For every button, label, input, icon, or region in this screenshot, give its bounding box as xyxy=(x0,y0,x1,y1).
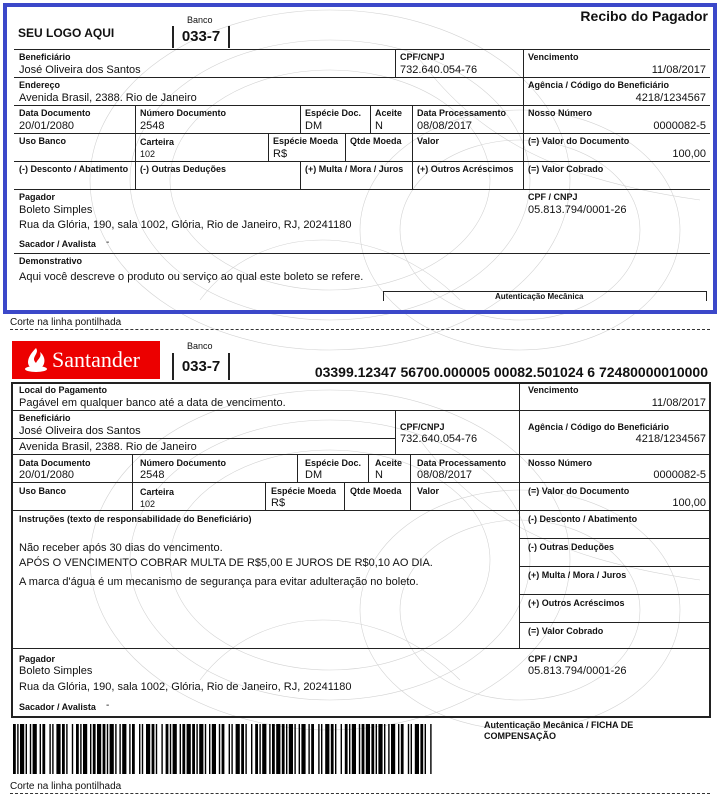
barcode-bar xyxy=(301,724,305,774)
barcode-bar xyxy=(229,724,230,774)
barcode-bar xyxy=(384,724,385,774)
doc-value-value: 100,00 xyxy=(672,148,706,160)
barcode-bar xyxy=(415,724,419,774)
barcode-bar xyxy=(245,724,246,774)
barcode-bar xyxy=(107,724,108,774)
other-additions-label: (+) Outros Acréscimos xyxy=(417,164,514,174)
slip-doc-date-value: 20/01/2080 xyxy=(19,469,75,481)
barcode-bar xyxy=(335,724,336,774)
barcode-bar xyxy=(391,724,395,774)
payer-name: Boleto Simples xyxy=(19,204,93,216)
barcode-bar xyxy=(166,724,169,774)
slip-wallet-label: Carteira xyxy=(140,487,175,497)
barcode-bar xyxy=(52,724,53,774)
barcode-bar xyxy=(20,724,24,774)
slip-charged-label: (=) Valor Cobrado xyxy=(528,626,604,636)
barcode-bar xyxy=(115,724,116,774)
value-label: Valor xyxy=(417,136,440,146)
slip-currency-label: Espécie Moeda xyxy=(271,486,337,496)
barcode-bar xyxy=(308,724,309,774)
barcode-bar xyxy=(376,724,377,774)
slip-value-label: Valor xyxy=(417,486,440,496)
barcode-bar xyxy=(259,724,260,774)
slip-drawer-value: - xyxy=(106,700,110,711)
barcode-bar xyxy=(331,724,334,774)
slip-doc-date-label: Data Documento xyxy=(19,458,91,468)
cut-line xyxy=(10,793,710,794)
barcode-bar xyxy=(222,724,225,774)
payer-label: Pagador xyxy=(19,192,56,202)
barcode-bar xyxy=(139,724,140,774)
process-date-label: Data Processamento xyxy=(417,108,507,118)
barcode-bar xyxy=(122,724,126,774)
barcode-bar xyxy=(272,724,275,774)
barcode xyxy=(13,724,433,774)
barcode-bar xyxy=(170,724,171,774)
barcode-bar xyxy=(289,724,293,774)
slip-process-date-value: 08/08/2017 xyxy=(417,469,473,481)
slip-accept-label: Aceite xyxy=(375,458,403,468)
barcode-bar xyxy=(401,724,404,774)
slip-fine-label: (+) Multa / Mora / Juros xyxy=(528,570,627,580)
doc-date-value: 20/01/2080 xyxy=(19,120,75,132)
other-deductions-label: (-) Outras Deduções xyxy=(140,164,227,174)
barcode-bar xyxy=(236,724,240,774)
payment-place-label: Local do Pagamento xyxy=(19,385,108,395)
instruction-line: APÓS O VENCIMENTO COBRAR MULTA DE R$5,00 E JUROS DE R$0,10 AO DIA. xyxy=(19,557,433,569)
barcode-bar xyxy=(352,724,356,774)
slip-doc-number-label: Número Documento xyxy=(140,458,227,468)
wallet-value: 102 xyxy=(140,149,156,159)
doc-number-label: Número Documento xyxy=(140,108,227,118)
barcode-bar xyxy=(388,724,389,774)
barcode-bar xyxy=(90,724,91,774)
slip-other-additions-label: (+) Outros Acréscimos xyxy=(528,598,625,608)
cut-label: Corte na linha pontilhada xyxy=(10,781,122,792)
slip-beneficiary-label: Beneficiário xyxy=(19,413,71,423)
barcode-bar xyxy=(345,724,348,774)
slip-wallet-value: 102 xyxy=(140,499,156,509)
barcode-bar xyxy=(318,724,319,774)
barcode-bar xyxy=(311,724,314,774)
slip-process-date-label: Data Processamento xyxy=(417,458,507,468)
slip-bank-code: 033-7 xyxy=(172,353,230,380)
barcode-bar xyxy=(83,724,87,774)
cpf-value: 732.640.054-76 xyxy=(400,64,478,76)
barcode-bar xyxy=(241,724,244,774)
beneficiary-name: José Oliveira dos Santos xyxy=(19,64,141,76)
slip-bank-label: Banco xyxy=(187,341,213,351)
payer-doc-value: 05.813.794/0001-26 xyxy=(528,204,627,216)
slip-doc-type-value: DM xyxy=(305,469,323,481)
doc-date-label: Data Documento xyxy=(19,108,91,118)
slip-beneficiary-name: José Oliveira dos Santos xyxy=(19,425,141,437)
slip-payer-name: Boleto Simples xyxy=(19,665,93,677)
barcode-bar xyxy=(286,724,287,774)
slip-beneficiary-address: Avenida Brasil, 2388. Rio de Janeiro xyxy=(19,441,197,453)
barcode-bar xyxy=(97,724,101,774)
logo-placeholder: SEU LOGO AQUI xyxy=(18,26,115,40)
barcode-bar xyxy=(146,724,150,774)
slip-doc-value-label: (=) Valor do Documento xyxy=(528,486,630,496)
digitable-line: 03399.12347 56700.000005 00082.501024 6 72480000010000 xyxy=(314,364,708,380)
accept-label: Aceite xyxy=(375,108,403,118)
barcode-bar xyxy=(262,724,266,774)
cpf-label: CPF/CNPJ xyxy=(400,52,445,62)
slip-cpf-value: 732.640.054-76 xyxy=(400,433,478,445)
accept-value: N xyxy=(375,120,383,132)
santander-brand-text: Santander xyxy=(52,347,140,372)
barcode-bar xyxy=(26,724,27,774)
payer-doc-label: CPF / CNPJ xyxy=(528,192,578,202)
barcode-bar xyxy=(182,724,185,774)
slip-payer-doc-value: 05.813.794/0001-26 xyxy=(528,665,627,677)
barcode-bar xyxy=(17,724,18,774)
barcode-bar xyxy=(56,724,60,774)
bank-code: 033-7 xyxy=(172,26,230,48)
barcode-bar xyxy=(192,724,195,774)
slip-doc-type-label: Espécie Doc. xyxy=(305,458,362,468)
barcode-bar xyxy=(371,724,374,774)
barcode-bar xyxy=(212,724,216,774)
barcode-bar xyxy=(408,724,409,774)
drawer-value: - xyxy=(106,237,110,248)
drawer-label: Sacador / Avalista xyxy=(19,239,96,249)
statement-label: Demonstrativo xyxy=(19,256,83,266)
barcode-bar xyxy=(209,724,210,774)
barcode-bar xyxy=(349,724,350,774)
barcode-bar xyxy=(62,724,65,774)
slip-payer-doc-label: CPF / CNPJ xyxy=(528,654,578,664)
slip-agency-value: 4218/1234567 xyxy=(635,433,706,445)
santander-logo xyxy=(12,341,160,379)
barcode-bar xyxy=(142,724,143,774)
cut-line xyxy=(10,329,710,330)
slip-our-number-label: Nosso Número xyxy=(528,458,593,468)
barcode-bar xyxy=(180,724,181,774)
barcode-bar xyxy=(76,724,79,774)
slip-payer-label: Pagador xyxy=(19,654,56,664)
barcode-bar xyxy=(325,724,329,774)
due-label: Vencimento xyxy=(528,52,579,62)
barcode-bar xyxy=(282,724,285,774)
barcode-bar xyxy=(40,724,41,774)
barcode-bar xyxy=(398,724,399,774)
fine-label: (+) Multa / Mora / Juros xyxy=(305,164,404,174)
our-number-value: 0000082-5 xyxy=(653,120,706,132)
currency-label: Espécie Moeda xyxy=(273,136,339,146)
barcode-bar xyxy=(269,724,270,774)
barcode-bar xyxy=(362,724,365,774)
barcode-bar xyxy=(161,724,162,774)
slip-due-label: Vencimento xyxy=(528,385,579,395)
barcode-bar xyxy=(30,724,31,774)
barcode-bar xyxy=(129,724,130,774)
process-date-value: 08/08/2017 xyxy=(417,120,473,132)
slip-doc-number-value: 2548 xyxy=(140,469,165,481)
charged-label: (=) Valor Cobrado xyxy=(528,164,604,174)
bank-label: Banco xyxy=(187,15,213,25)
instruction-line: A marca d'água é um mecanismo de segurança para evitar adulteração no boleto. xyxy=(19,576,419,588)
beneficiary-label: Beneficiário xyxy=(19,52,71,62)
barcode-bar xyxy=(93,724,96,774)
barcode-bar xyxy=(251,724,252,774)
receipt-title: Recibo do Pagador xyxy=(580,8,708,24)
slip-other-deductions-label: (-) Outras Deduções xyxy=(528,542,615,552)
slip-our-number-value: 0000082-5 xyxy=(653,469,706,481)
cut-label: Corte na linha pontilhada xyxy=(10,317,122,328)
slip-accept-value: N xyxy=(375,469,383,481)
slip-due-value: 11/08/2017 xyxy=(651,397,706,409)
barcode-bar xyxy=(231,724,232,774)
payer-address: Rua da Glória, 190, sala 1002, Glória, Rio de Janeiro, RJ, 20241180 xyxy=(19,219,352,231)
barcode-bar xyxy=(196,724,197,774)
barcode-bar xyxy=(80,724,81,774)
barcode-bar xyxy=(294,724,295,774)
slip-drawer-label: Sacador / Avalista xyxy=(19,702,96,712)
agency-label: Agência / Código do Beneficiário xyxy=(528,80,670,90)
auth-label: Autenticação Mecânica xyxy=(495,292,584,301)
barcode-bar xyxy=(13,724,16,774)
slip-doc-value-value: 100,00 xyxy=(672,497,706,509)
barcode-bar xyxy=(366,724,370,774)
barcode-bar xyxy=(199,724,203,774)
instructions-label: Instruções (texto de responsabilidade do Beneficiário) xyxy=(19,514,252,524)
bank-use-label: Uso Banco xyxy=(19,136,67,146)
wallet-label: Carteira xyxy=(140,137,175,147)
barcode-bar xyxy=(103,724,106,774)
doc-type-value: DM xyxy=(305,120,323,132)
discount-label: (-) Desconto / Abatimento xyxy=(19,164,129,174)
agency-value: 4218/1234567 xyxy=(635,92,706,104)
barcode-bar xyxy=(66,724,67,774)
address-value: Avenida Brasil, 2388. Rio de Janeiro xyxy=(19,92,197,104)
barcode-bar xyxy=(276,724,280,774)
slip-cpf-label: CPF/CNPJ xyxy=(400,422,445,432)
our-number-label: Nosso Número xyxy=(528,108,593,118)
barcode-bar xyxy=(430,724,431,774)
instruction-line: Não receber após 30 dias do vencimento. xyxy=(19,542,223,554)
barcode-bar xyxy=(420,724,423,774)
payment-place-value: Pagável em qualquer banco até a data de vencimento. xyxy=(19,397,286,409)
auth-compensation-label: Autenticação Mecânica / FICHA DE xyxy=(484,720,634,730)
qty-label: Qtde Moeda xyxy=(350,136,402,146)
doc-type-label: Espécie Doc. xyxy=(305,108,362,118)
slip-payer-address: Rua da Glória, 190, sala 1002, Glória, Rio de Janeiro, RJ, 20241180 xyxy=(19,681,352,693)
doc-number-value: 2548 xyxy=(140,120,165,132)
barcode-bar xyxy=(219,724,220,774)
slip-discount-label: (-) Desconto / Abatimento xyxy=(528,514,638,524)
barcode-bar xyxy=(321,724,322,774)
slip-currency-value: R$ xyxy=(271,497,286,509)
barcode-bar xyxy=(378,724,382,774)
barcode-bar xyxy=(119,724,120,774)
statement-text: Aqui você descreve o produto ou serviço ao qual este boleto se refere. xyxy=(19,271,364,283)
barcode-bar xyxy=(156,724,157,774)
barcode-bar xyxy=(173,724,177,774)
slip-bank-use-label: Uso Banco xyxy=(19,486,67,496)
slip-qty-label: Qtde Moeda xyxy=(350,486,402,496)
barcode-bar xyxy=(411,724,412,774)
barcode-bar xyxy=(42,724,45,774)
barcode-bar xyxy=(152,724,155,774)
flame-icon xyxy=(24,347,48,373)
barcode-bar xyxy=(425,724,426,774)
barcode-bar xyxy=(299,724,300,774)
auth-compensation-label: COMPENSAÇÃO xyxy=(484,731,557,741)
currency-value: R$ xyxy=(273,148,288,160)
barcode-bar xyxy=(359,724,360,774)
barcode-bar xyxy=(205,724,206,774)
slip-agency-label: Agência / Código do Beneficiário xyxy=(528,422,670,432)
barcode-bar xyxy=(33,724,37,774)
due-value: 11/08/2017 xyxy=(651,64,706,76)
barcode-bar xyxy=(255,724,258,774)
address-label: Endereço xyxy=(19,80,61,90)
barcode-bar xyxy=(110,724,114,774)
barcode-bar xyxy=(341,724,342,774)
barcode-bar xyxy=(132,724,135,774)
barcode-bar xyxy=(72,724,73,774)
barcode-bar xyxy=(187,724,191,774)
doc-value-label: (=) Valor do Documento xyxy=(528,136,630,146)
barcode-bar xyxy=(49,724,50,774)
